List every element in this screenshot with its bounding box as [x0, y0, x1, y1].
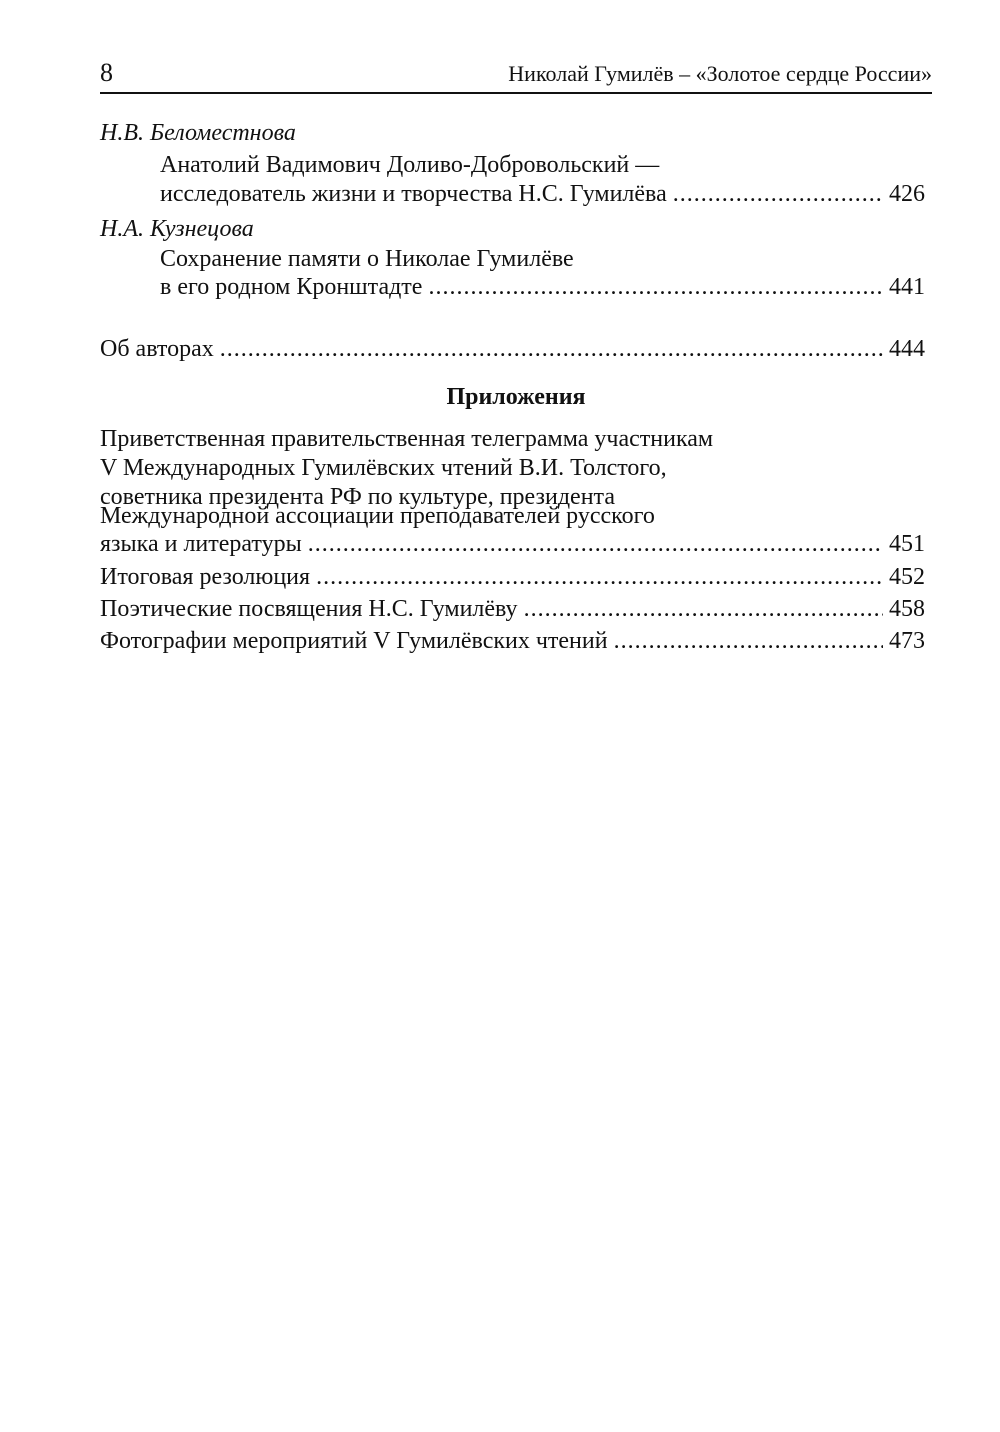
running-title: Николай Гумилёв – «Золотое сердце России»: [508, 61, 932, 86]
toc-entry-row[interactable]: [160, 272, 925, 303]
toc-page-number: 451: [889, 531, 925, 557]
dot-leader: [220, 334, 883, 365]
toc-entry-row[interactable]: [100, 529, 925, 560]
toc-entry-title: Международной ассоциации преподавателей русского: [100, 503, 655, 529]
toc-entry-row[interactable]: [160, 179, 925, 210]
toc-author: Н.А. Кузнецова: [100, 216, 254, 242]
toc-entry-title: в его родном Кронштадте: [160, 274, 423, 300]
toc-entry-title: Анатолий Вадимович Доливо-Добровольский —: [160, 152, 660, 178]
toc-entry-title: Сохранение памяти о Николае Гумилёве: [160, 246, 574, 272]
toc-entry-title: Итоговая резолюция: [100, 564, 311, 590]
toc-entry-title: Фотографии мероприятий V Гумилёвских чтений: [100, 628, 608, 654]
section-heading: Приложения: [446, 384, 586, 410]
toc-page-number: 441: [889, 274, 925, 300]
toc-page-number: 452: [889, 564, 925, 590]
toc-entry-row[interactable]: [100, 626, 925, 657]
toc-page-number: 444: [889, 336, 925, 362]
dot-leader: [614, 626, 883, 657]
toc-entry-title: Приветственная правительственная телеграмма участникам: [100, 426, 714, 452]
toc-entry-title: исследователь жизни и творчества Н.С. Гумилёва: [160, 181, 667, 207]
toc-entry-title: языка и литературы: [100, 531, 302, 557]
toc-page-number: 426: [889, 181, 925, 207]
dot-leader: [673, 179, 883, 210]
toc-entry-title: Об авторах: [100, 336, 214, 362]
toc-entry-title: V Международных Гумилёвских чтений В.И. Толстого,: [100, 455, 667, 481]
dot-leader: [308, 529, 883, 560]
dot-leader: [316, 562, 883, 593]
toc-about-authors-row[interactable]: [100, 334, 925, 365]
toc-entry-row[interactable]: [100, 562, 925, 593]
toc-author: Н.В. Беломестнова: [100, 120, 296, 146]
toc-entry-title: Поэтические посвящения Н.С. Гумилёву: [100, 596, 518, 622]
dot-leader: [428, 272, 883, 303]
toc-page-number: 458: [889, 596, 925, 622]
toc-entry-title: советника президента РФ по культуре, президента: [100, 484, 615, 510]
toc-page-number: 473: [889, 628, 925, 654]
page-header: [100, 58, 932, 94]
toc-entry-row[interactable]: [100, 594, 925, 625]
page-number: 8: [100, 58, 113, 87]
dot-leader: [524, 594, 883, 625]
